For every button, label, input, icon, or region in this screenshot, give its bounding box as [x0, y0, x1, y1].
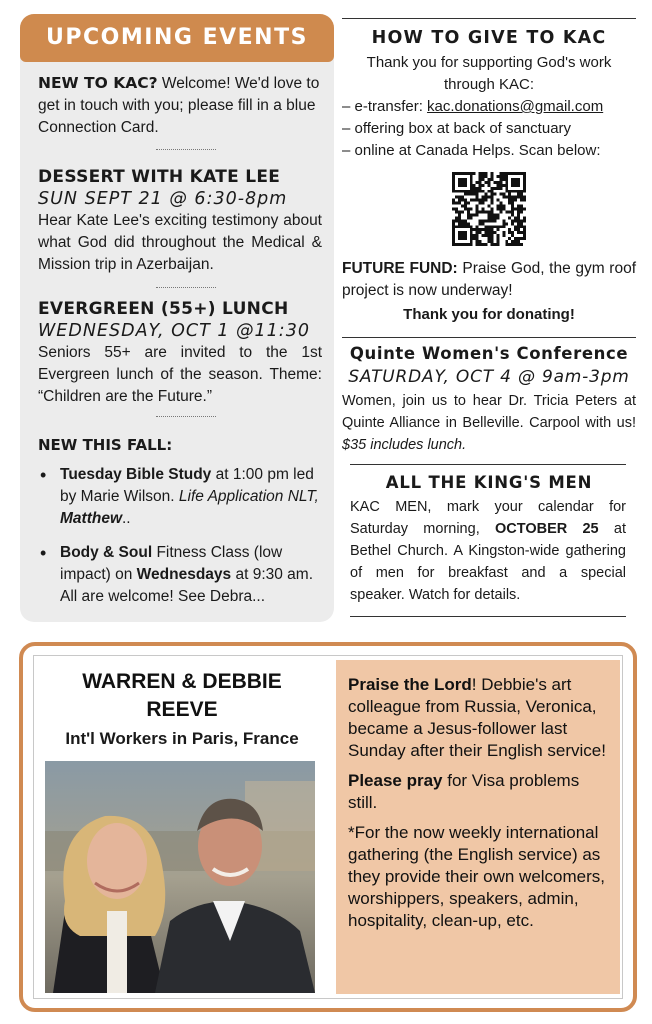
give-offering: – offering box at back of sanctuary	[342, 120, 572, 137]
dessert-when: SUN SEPT 21 @ 6:30-8pm	[38, 189, 288, 209]
body-soul-day: Wednesdays	[136, 566, 232, 583]
quinte-when: SATURDAY, OCT 4 @ 9am-3pm	[348, 367, 630, 387]
quinte-title: Quinte Women's Conference	[349, 344, 629, 363]
missionary-photo-image	[45, 761, 315, 993]
future-fund	[342, 258, 636, 302]
rule	[350, 464, 626, 465]
bible-study-text: at 1:00 pm led by Marie Wilson.	[60, 466, 314, 505]
missionary-photo	[45, 761, 315, 993]
evergreen-when: WEDNESDAY, OCT 1 @11:30	[38, 321, 310, 341]
give-title: HOW TO GIVE TO KAC	[371, 28, 607, 48]
praise-text: ! Debbie's art colleague from Russia, Veronica, became a Jesus-follower last Sunday after their English service!	[348, 675, 606, 760]
praise-lead: Praise the Lord	[348, 675, 472, 694]
upcoming-events-panel	[20, 14, 334, 622]
pray-lead: Please pray	[348, 771, 443, 790]
missionary-role: Int'l Workers in Paris, France	[65, 729, 299, 748]
kings-men-text-b: at Bethel Church. A Kingston-wide gathering of men for breakfast and a special speaker. Watch for details.	[350, 521, 626, 603]
give-online: – online at Canada Helps. Scan below:	[342, 142, 601, 159]
evergreen-event	[38, 298, 322, 408]
bible-study-lead: Tuesday Bible Study	[60, 466, 212, 483]
bible-study-book: Matthew	[60, 510, 122, 527]
missionary-feature	[19, 642, 637, 1012]
new-to-kac-text: Welcome! We'd love to get in touch with you; please fill in a blue Connection Card.	[38, 75, 320, 136]
rule	[342, 337, 636, 338]
prayer-request-box	[336, 660, 620, 994]
kings-men-title: ALL THE KING'S MEN	[385, 473, 593, 492]
body-soul-end: at 9:30 am. All are welcome! See Debra...	[60, 566, 314, 605]
kings-men-date: OCTOBER 25	[494, 521, 599, 537]
pray-paragraph	[348, 770, 608, 814]
donation-email-link[interactable]: kac.donations@gmail.com	[427, 98, 604, 115]
list-item-bible-study	[38, 464, 322, 530]
missionary-name: WARREN & DEBBIE REEVE	[82, 670, 282, 721]
bible-study-end: ..	[122, 510, 131, 527]
future-fund-lead: FUTURE FUND:	[342, 260, 458, 277]
new-this-fall-heading: NEW THIS FALL:	[38, 436, 173, 454]
pray-text: for Visa problems still.	[348, 771, 580, 812]
quinte-price: $35 includes lunch.	[342, 437, 467, 453]
divider	[156, 287, 216, 288]
give-intro: Thank you for supporting God's work through KAC:	[366, 54, 612, 93]
divider	[156, 149, 216, 150]
give-etransfer	[342, 96, 636, 118]
prayer-note: *For the now weekly international gathering (the English service) as they provide their own welcomers, worshippers, speakers, admin, hospitality, clean-up, etc.	[348, 823, 606, 930]
body-soul-lead: Body & Soul	[60, 544, 153, 561]
list-item-body-soul	[38, 542, 322, 608]
kings-men-text-a: KAC MEN, mark your calendar for Saturday morning,	[350, 499, 626, 537]
new-to-kac-lead: NEW TO KAC?	[38, 74, 158, 92]
bible-study-italic: Life Application NLT,	[178, 488, 319, 505]
upcoming-events-header: UPCOMING EVENTS	[20, 14, 334, 62]
divider	[156, 416, 216, 417]
qr-code-icon[interactable]	[452, 172, 526, 246]
missionary-inner-frame	[33, 655, 623, 999]
kings-men-body	[350, 496, 626, 606]
new-this-fall	[38, 434, 322, 608]
quinte-body-text: Women, join us to hear Dr. Tricia Peters at Quinte Alliance in Belleville. Carpool with us!	[342, 393, 636, 431]
give-thanks: Thank you for donating!	[403, 306, 575, 323]
new-to-kac-block	[38, 72, 322, 139]
dessert-event	[38, 166, 322, 276]
quinte-body	[342, 390, 636, 456]
dessert-body: Hear Kate Lee's exciting testimony about what God did throughout the Medical & Mission trip in Azerbaijan.	[38, 212, 322, 273]
evergreen-title: EVERGREEN (55+) LUNCH	[38, 299, 289, 319]
evergreen-body: Seniors 55+ are invited to the 1st Evergreen lunch of the season. Theme: “Children are the Future.”	[38, 344, 322, 405]
body-soul-text: Fitness Class (low impact) on	[60, 544, 283, 583]
praise-paragraph	[348, 674, 608, 762]
future-fund-text: Praise God, the gym roof project is now underway!	[342, 260, 637, 299]
rule	[350, 616, 626, 617]
dessert-title: DESSERT WITH KATE LEE	[38, 167, 281, 187]
rule	[342, 18, 636, 19]
etransfer-label: – e-transfer:	[342, 98, 428, 115]
